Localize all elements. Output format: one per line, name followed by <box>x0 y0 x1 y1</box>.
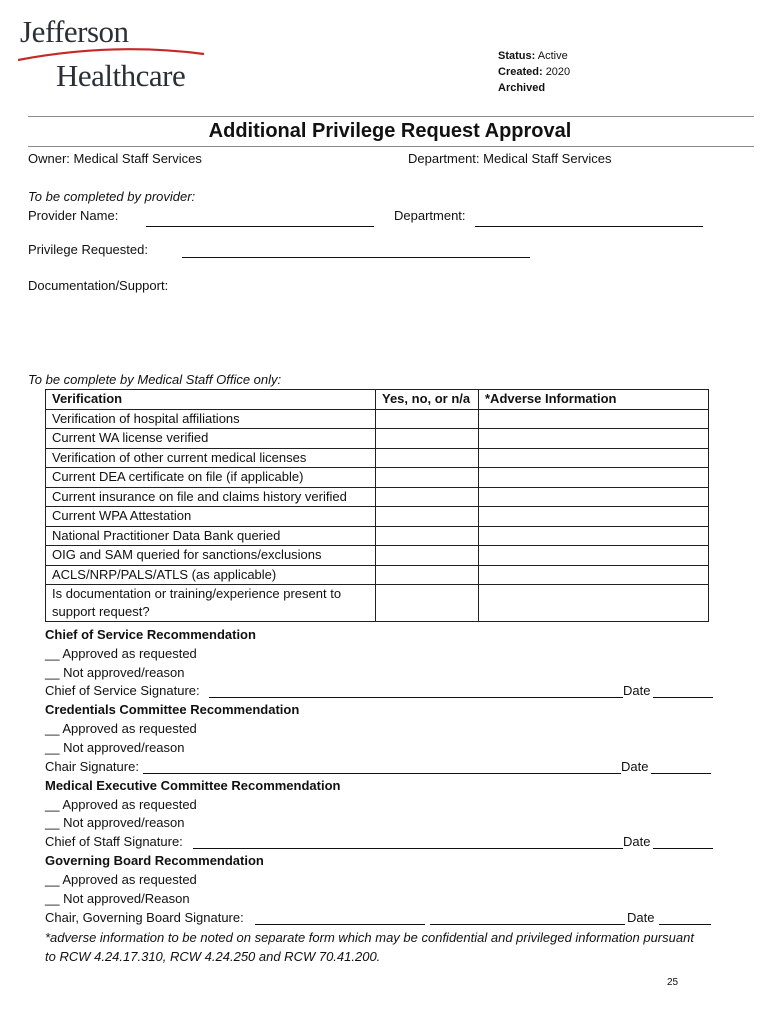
provider-department-label: Department: <box>394 208 466 223</box>
status-block <box>498 48 570 96</box>
yes-no-cell[interactable] <box>376 565 479 585</box>
signature-field-2[interactable] <box>430 924 625 925</box>
row-label: ACLS/NRP/PALS/ATLS (as applicable) <box>46 565 376 585</box>
table-row <box>46 526 709 546</box>
approved-option[interactable]: __ Approved as requested <box>45 871 197 887</box>
owner-text: Owner: Medical Staff Services <box>28 151 202 166</box>
adverse-cell[interactable] <box>479 507 709 527</box>
table-row <box>46 468 709 488</box>
recommendation-title: Credentials Committee Recommendation <box>45 702 300 718</box>
date-field[interactable] <box>653 848 713 849</box>
footnote <box>45 929 760 966</box>
date-field[interactable] <box>653 697 713 698</box>
yes-no-cell[interactable] <box>376 468 479 488</box>
table-row <box>46 565 709 585</box>
adverse-cell[interactable] <box>479 448 709 468</box>
signature-row <box>45 909 745 928</box>
logo-healthcare: Healthcare <box>56 58 186 93</box>
row-label-line2: support request? <box>52 604 150 619</box>
date-field[interactable] <box>651 773 711 774</box>
adverse-cell[interactable] <box>479 585 709 622</box>
created-value: 2020 <box>545 66 571 78</box>
yes-no-cell[interactable] <box>376 448 479 468</box>
yes-no-cell[interactable] <box>376 429 479 449</box>
signature-label: Chair, Governing Board Signature: <box>45 909 244 925</box>
title-rule-bottom <box>28 146 754 147</box>
signature-field[interactable] <box>193 848 623 849</box>
logo-jefferson: Jefferson <box>20 14 129 49</box>
signature-row <box>45 833 745 852</box>
date-field[interactable] <box>659 924 711 925</box>
adverse-cell[interactable] <box>479 546 709 566</box>
yes-no-cell[interactable] <box>376 546 479 566</box>
column-header-verification: Verification <box>46 390 376 410</box>
recommendation-title: Chief of Service Recommendation <box>45 627 256 642</box>
signature-label: Chief of Service Signature: <box>45 683 200 699</box>
row-label: Current WA license verified <box>46 429 376 449</box>
date-label: Date <box>621 758 649 774</box>
table-row <box>46 585 709 622</box>
signature-label: Chair Signature: <box>45 758 139 774</box>
adverse-cell[interactable] <box>479 409 709 429</box>
column-header-adverse: *Adverse Information <box>479 390 709 410</box>
signature-field[interactable] <box>143 773 621 774</box>
verification-table <box>45 389 709 622</box>
row-label: OIG and SAM queried for sanctions/exclusions <box>46 546 376 566</box>
row-label: Current WPA Attestation <box>46 507 376 527</box>
row-label: Current DEA certificate on file (if applicable) <box>46 468 376 488</box>
column-header-yes-no: Yes, no, or n/a <box>376 390 479 410</box>
adverse-cell[interactable] <box>479 526 709 546</box>
row-label: Current insurance on file and claims history verified <box>46 487 376 507</box>
not-approved-option[interactable]: __ Not approved/reason <box>45 739 185 755</box>
not-approved-option[interactable]: __ Not approved/reason <box>45 664 185 680</box>
adverse-cell[interactable] <box>479 487 709 507</box>
table-row <box>46 507 709 527</box>
date-label: Date <box>627 909 655 925</box>
table-row <box>46 429 709 449</box>
created-label: Created: <box>498 66 543 78</box>
row-label: Verification of hospital affiliations <box>46 409 376 429</box>
status-value: Active <box>537 50 568 62</box>
status-label: Status: <box>498 50 536 62</box>
signature-row <box>45 682 745 701</box>
archived-label: Archived <box>498 82 546 94</box>
date-label: Date <box>623 834 651 850</box>
provider-department-field[interactable] <box>475 226 703 227</box>
table-row <box>46 448 709 468</box>
table-row <box>46 487 709 507</box>
footnote-line1: *adverse information to be noted on separate form which may be confidential and privileged information pursuant <box>45 930 694 945</box>
footnote-line2: to RCW 4.24.17.310, RCW 4.24.250 and RCW 70.41.200. <box>45 948 381 964</box>
yes-no-cell[interactable] <box>376 409 479 429</box>
provider-name-field[interactable] <box>146 226 374 227</box>
row-label: National Practitioner Data Bank queried <box>46 526 376 546</box>
approved-option[interactable]: __ Approved as requested <box>45 796 197 812</box>
signature-row <box>45 758 745 777</box>
table-row <box>46 409 709 429</box>
adverse-cell[interactable] <box>479 565 709 585</box>
signature-field[interactable] <box>255 924 425 925</box>
row-label-documentation <box>46 585 376 622</box>
recommendations-section <box>45 626 745 928</box>
office-section-heading: To be complete by Medical Staff Office only: <box>28 372 282 387</box>
yes-no-cell[interactable] <box>376 585 479 622</box>
table-row <box>46 546 709 566</box>
department-header-text: Department: Medical Staff Services <box>408 151 612 166</box>
yes-no-cell[interactable] <box>376 526 479 546</box>
provider-name-label: Provider Name: <box>28 208 119 223</box>
privilege-label: Privilege Requested: <box>28 242 148 257</box>
yes-no-cell[interactable] <box>376 507 479 527</box>
not-approved-option[interactable]: __ Not approved/reason <box>45 815 185 831</box>
not-approved-option[interactable]: __ Not approved/Reason <box>45 890 190 906</box>
page-number: 25 <box>667 977 679 988</box>
date-label: Date <box>623 683 651 699</box>
table-header-row <box>46 390 709 410</box>
adverse-cell[interactable] <box>479 468 709 488</box>
approved-option[interactable]: __ Approved as requested <box>45 645 197 661</box>
page-title: Additional Privilege Request Approval <box>208 120 572 142</box>
signature-label: Chief of Staff Signature: <box>45 834 183 850</box>
documentation-label: Documentation/Support: <box>28 278 169 293</box>
row-label: Verification of other current medical licenses <box>46 448 376 468</box>
recommendation-title: Governing Board Recommendation <box>45 853 264 869</box>
adverse-cell[interactable] <box>479 429 709 449</box>
row-label-line1: Is documentation or training/experience present to <box>52 586 342 601</box>
yes-no-cell[interactable] <box>376 487 479 507</box>
signature-field[interactable] <box>209 697 623 698</box>
title-rule-top <box>28 116 754 117</box>
recommendation-title: Medical Executive Committee Recommendation <box>45 777 341 793</box>
approved-option[interactable]: __ Approved as requested <box>45 721 197 737</box>
privilege-field[interactable] <box>182 257 530 258</box>
provider-section-heading: To be completed by provider: <box>28 189 196 204</box>
